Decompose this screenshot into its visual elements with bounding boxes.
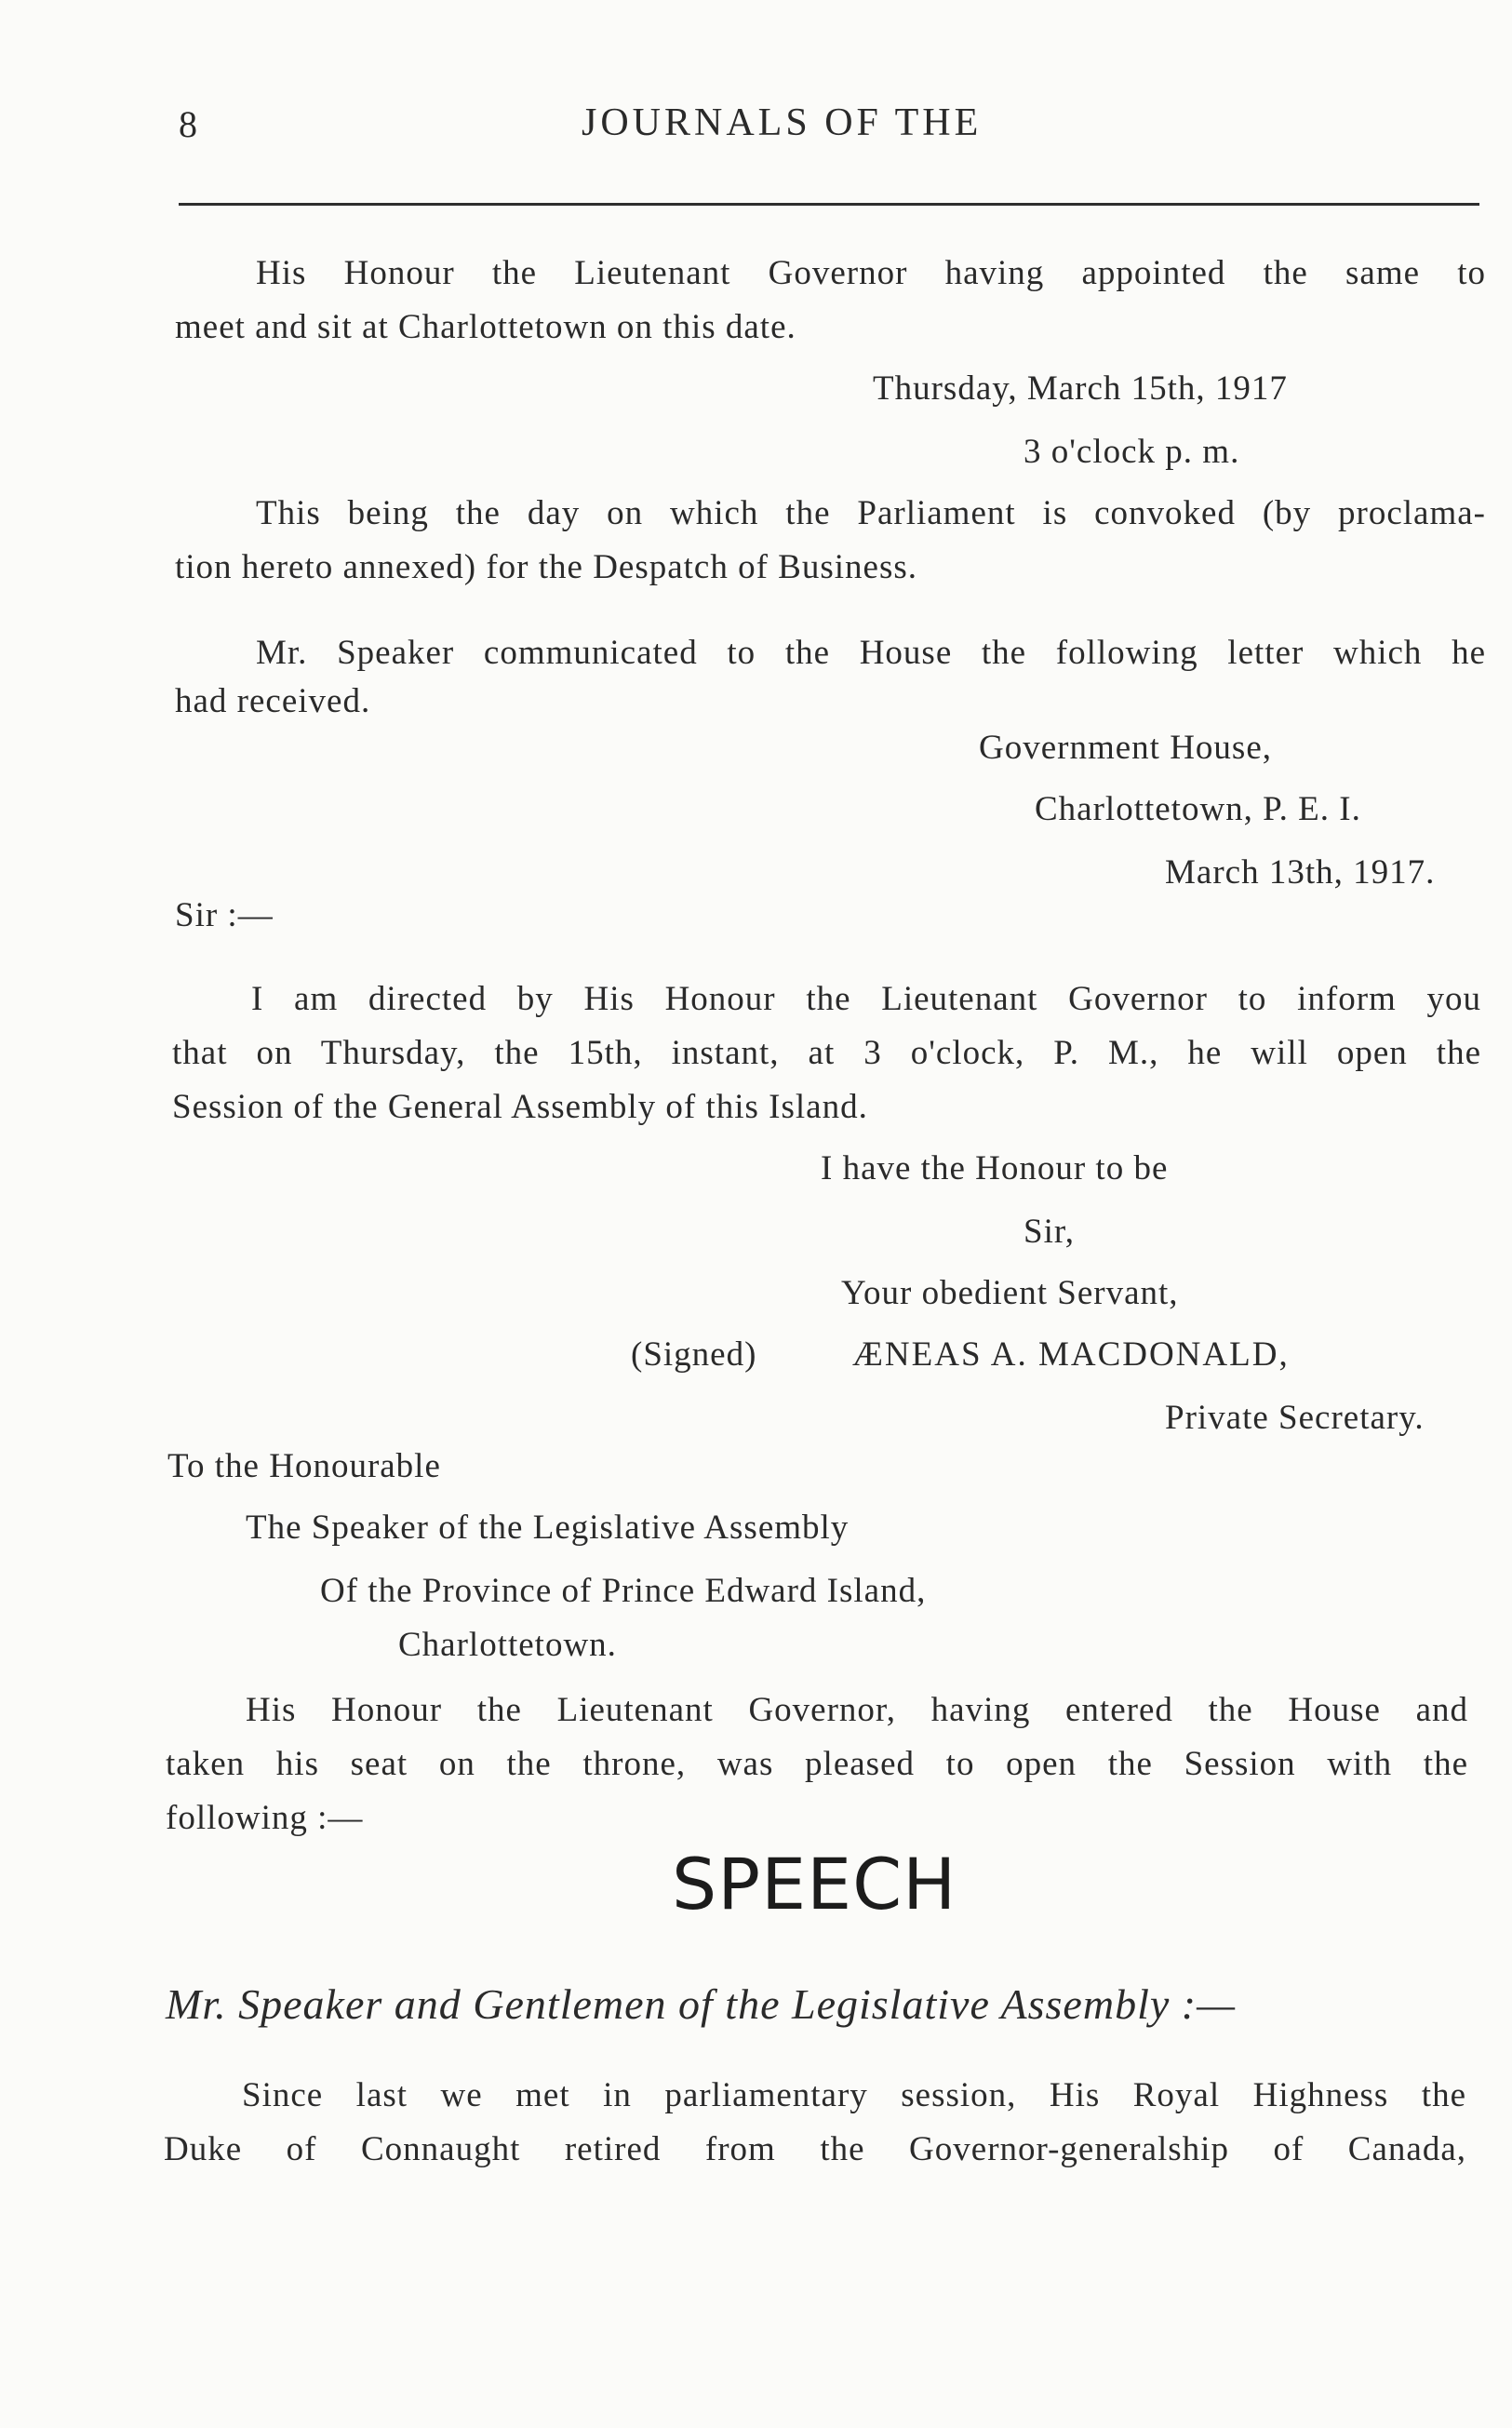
time-line: 3 o'clock p. m. (1024, 433, 1240, 471)
letter-closing-3: Your obedient Servant, (841, 1274, 1179, 1312)
recipient-line-2: The Speaker of the Legislative Assembly (246, 1509, 850, 1547)
intro-line-1: His Honour the Lieutenant Governor having appointed the same to (256, 254, 1486, 292)
letter-salutation: Sir :— (175, 896, 274, 934)
opening-line-2: taken his seat on the throne, was pleased to open the Session with the (166, 1745, 1468, 1783)
convocation-line-2: tion hereto annexed) for the Despatch of Business. (175, 548, 918, 586)
intro-line-2: meet and sit at Charlottetown on this date. (175, 308, 796, 346)
convocation-line-1: This being the day on which the Parliament is convoked (by proclama- (256, 494, 1486, 532)
letter-closing-2: Sir, (1024, 1213, 1075, 1251)
signatory-name: ÆNEAS A. MACDONALD, (852, 1335, 1290, 1374)
letter-body-3: Session of the General Assembly of this Island. (172, 1088, 868, 1126)
recipient-line-1: To the Honourable (167, 1447, 441, 1485)
signed-label: (Signed) (631, 1335, 757, 1374)
signatory-title: Private Secretary. (1165, 1399, 1425, 1437)
letter-address-2: Charlottetown, P. E. I. (1035, 790, 1361, 828)
page-number: 8 (179, 103, 198, 145)
recipient-line-4: Charlottetown. (398, 1626, 617, 1664)
letter-body-2: that on Thursday, the 15th, instant, at 3 o'clock, P. M., he will open the (172, 1034, 1481, 1072)
speech-address: Mr. Speaker and Gentlemen of the Legislative Assembly :— (166, 1980, 1236, 2028)
date-line: Thursday, March 15th, 1917 (873, 369, 1288, 408)
letter-address-1: Government House, (979, 729, 1272, 767)
letter-closing-1: I have the Honour to be (821, 1149, 1169, 1187)
speech-title: SPEECH (672, 1843, 957, 1925)
header-rule (179, 203, 1479, 206)
running-title: JOURNALS OF THE (582, 101, 983, 144)
speech-line-1: Since last we met in parliamentary session, His Royal Highness the (242, 2076, 1466, 2114)
opening-line-1: His Honour the Lieutenant Governor, having entered the House and (246, 1691, 1468, 1729)
speech-line-2: Duke of Connaught retired from the Governor-generalship of Canada, (164, 2130, 1466, 2168)
letter-body-1: I am directed by His Honour the Lieutenant Governor to inform you (251, 980, 1481, 1018)
recipient-line-3: Of the Province of Prince Edward Island, (320, 1572, 927, 1610)
letter-date: March 13th, 1917. (1165, 853, 1436, 892)
speaker-note-line-1: Mr. Speaker communicated to the House the following letter which he (256, 634, 1486, 672)
opening-line-3: following :— (166, 1799, 364, 1837)
speaker-note-line-2: had received. (175, 682, 371, 720)
